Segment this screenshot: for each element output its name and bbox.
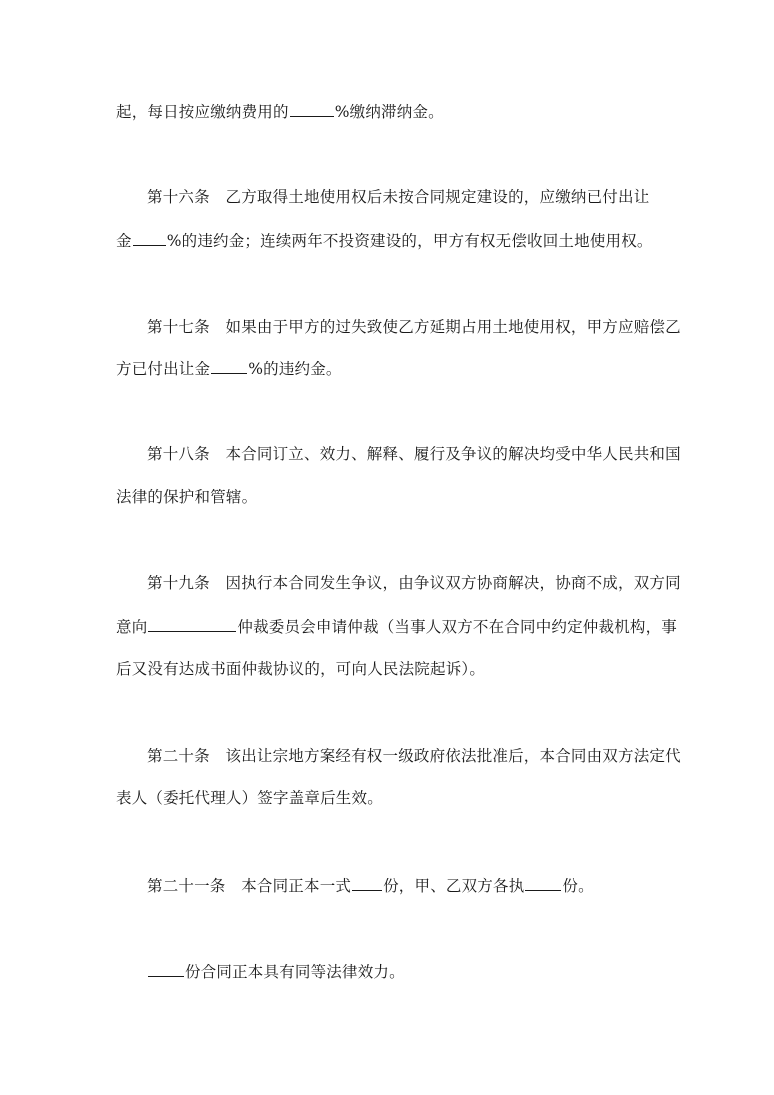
fill-blank[interactable] (133, 229, 166, 246)
article-19-line-2: 意向 仲裁委员会申请仲裁（当事人双方不在合同中约定仲裁机构，事 (116, 615, 677, 638)
copies-effect-line: 份合同正本具有同等法律效力。 (147, 960, 405, 983)
text-line: 起，每日按应缴纳费用的 %缴纳滞纳金。 (116, 100, 444, 123)
article-19-line-1: 第十九条 因执行本合同发生争议，由争议双方协商解决，协商不成，双方同 (147, 574, 681, 592)
article-19-line-3: 后又没有达成书面仲裁协议的，可向人民法院起诉）。 (116, 660, 486, 678)
fill-blank[interactable] (352, 874, 382, 891)
fill-blank[interactable] (290, 100, 334, 117)
article-17-line-1: 第十七条 如果由于甲方的过失致使乙方延期占用土地使用权，甲方应赔偿乙 (147, 318, 681, 336)
fill-blank[interactable] (148, 615, 236, 632)
article-16-line-2: 金 %的违约金；连续两年不投资建设的，甲方有权无偿收回土地使用权。 (116, 229, 653, 252)
fill-blank[interactable] (148, 960, 184, 977)
article-16-line-1: 第十六条 乙方取得土地使用权后未按合同规定建设的，应缴纳已付出让 (147, 188, 650, 206)
article-21-line-1: 第二十一条 本合同正本一式 份，甲、乙双方各执 份。 (147, 874, 594, 897)
article-18-line-1: 第十八条 本合同订立、效力、解释、履行及争议的解决均受中华人民共和国 (147, 445, 681, 463)
article-20-line-2: 表人（委托代理人）签字盖章后生效。 (116, 789, 383, 807)
article-17-line-2: 方已付出让金 %的违约金。 (116, 357, 342, 380)
fill-blank[interactable] (525, 874, 561, 891)
article-18-line-2: 法律的保护和管辖。 (116, 488, 258, 506)
article-20-line-1: 第二十条 该出让宗地方案经有权一级政府依法批准后，本合同由双方法定代 (147, 747, 681, 765)
fill-blank[interactable] (211, 357, 247, 374)
